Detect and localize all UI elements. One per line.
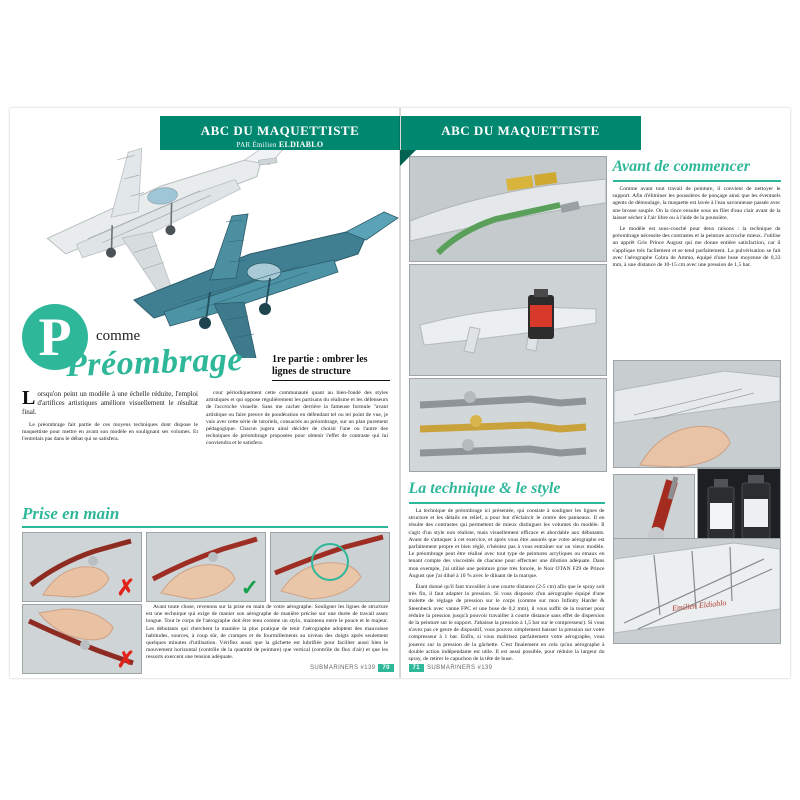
right-header-title: ABC DU MAQUETTISTE <box>441 123 600 138</box>
intro-column-right-text: cour périodiquement cette communauté quant au bien-fondé des styles artistiques et qui oppose régulièrement les partisans du réalisme et les défenseurs de l'accroche visuelle. Sans me cacher derrière la fameuse formule "avant artistique ou faire preuve de pondération en défendant tel ou tel point de vue, je vais aver cette série de tutoriels, consacrés au préombrage, sur un plan purement pédagogique. Chacun jugera ainsi décider de choisir l'une ou l'autre des techniques de préombrage proposées pour obtenir l'effet de contraste qui lui conviendra et le satisfera. <box>206 390 388 447</box>
intro-lead: orsqu'on peint un modèle à une échelle réduite, l'emploi d'artifices artistiques améliore visuellement le résultat final. <box>22 390 198 417</box>
mark-incorrect-1: ✗ <box>116 575 135 600</box>
byline-firstname: Émilien <box>252 141 277 149</box>
intro-paragraph-2: Le préombrage fait partie de ces moyens techniques dont dispose le maquettiste pour mettre en avant son modèle en soulignant ses volumes. Et l'entrelais pas dans le débat qui se satisfera. <box>22 421 198 443</box>
right-header-bar <box>401 116 641 150</box>
left-header-byline <box>160 140 400 149</box>
avant-body <box>613 186 781 273</box>
avant-paragraph-1: Comme avant tout travail de peinture, il convient de nettoyer le support. Afin d'éliminer les poussières de ponçage ainsi que les éventuels agents de démoulage, la maquette est lavée à l'eau savonneuse passée avec une brosse souple. On la rince ensuite sous un filet d'eau clair avant de la laisser sécher à l'air libre ou à l'aide de la poussière. <box>612 186 781 221</box>
article-title: Préombrage <box>65 340 244 385</box>
left-header-title: ABC DU MAQUETTISTE <box>200 123 360 138</box>
mark-correct: ✓ <box>240 575 259 600</box>
section-title-prise-en-main: Prise en main <box>22 504 120 523</box>
photo-grip-correct <box>146 532 266 602</box>
right-folio-text: SUBMARINERS #139 <box>426 665 493 671</box>
right-folio <box>409 664 493 672</box>
left-folio-number: 70 <box>378 664 393 672</box>
intro-dropcap: L <box>22 387 36 409</box>
intro-column-right <box>206 390 388 452</box>
mark-incorrect-2: ✗ <box>116 647 135 672</box>
highlight-circle-trigger <box>311 543 349 581</box>
section-rule <box>22 526 388 528</box>
photo-grip-correct-detail <box>270 532 390 602</box>
technique-paragraph-2: Étant donné qu'il faut travailler à une courte distance (2-5 cm) afin que le spray soit très fin, il faut adapter la pression. Si vous disposez d'un aérographe équipé d'une molette de réglage de pression sur le corps (comme sur mon Infinity Harder & Steenbeck avec vanne FPC et une buse de 0,2 mm), il vous suffit de la tourner pour réduire la pression jusqu'à pouvoir travailler à courte distance sans effet de dispersion de la peinture sur le support. J'abaisse la pression à 1,5 bar sur le compresseur). Si vous n'avez pas ce genre de dispositif, vous pouvez simplement baisser la pression sur votre compresseur à 1 bar. Enfin, si vous maîtrisez parfaitement votre aérographe, vous jouerez sur la pression de la gâchette. C'est finalement en cela qu'un aérographe à double action indépendante est utile. Il est aussi possible, pour réduire la largeur du spray, de retirer le capuchon de la tête de buse. <box>408 584 605 663</box>
byline-lastname: ELDIABLO <box>278 140 324 149</box>
intro-column-left <box>22 387 198 447</box>
comme-label: comme <box>96 328 141 344</box>
artist-signature: Emilien Eldiablo <box>671 598 727 613</box>
magazine-spread <box>10 108 790 678</box>
photo-hand-holding-model-wing <box>613 360 781 468</box>
technique-paragraph-1: La technique de préombrage ici présentée, qui consiste à souligner les lignes de structure et les détails en relief, a pour but d'éclaircir le centre des panneaux. Il en résulte des contrastes qui permettent de mieux distinguer les volumes du modèle. Il s'agit d'un style non réaliste, mais visuellement efficace et abordable aux débutants. Avant de s'attaquer à cet exercice, et après vous être assurés que votre aérographe est parfaitement propre et bien réglé, n'hésitez pas à vous entraîner sur un vieux modèle. Le préombrage peut être réalisé avec tout type de peintures acryliques ou emaux en tenant compte des viscosités de chacune pour effectuer une dilution adéquate. Dans mon exemple, j'ai utilisé une peinture grise très foncée, le Noir OTAN F29 de Prince August que j'ai dilué à 10 % avec le diluant de la marque. <box>408 508 605 579</box>
photo-grip-incorrect-1 <box>22 532 142 602</box>
left-page <box>10 108 401 678</box>
article-subtitle: 1re partie : ombrer les lignes de structure <box>272 354 368 377</box>
drop-cap-letter: P <box>22 304 88 370</box>
byline-par: PAR <box>236 141 251 149</box>
right-folio-number: 71 <box>409 664 424 672</box>
right-page <box>401 108 791 678</box>
section-title-technique-style: La technique & le style <box>408 480 561 497</box>
photo-primed-model-with-paint-bottle <box>409 264 607 376</box>
technique-body <box>409 508 605 667</box>
section-title-avant-de-commencer: Avant de commencer <box>612 158 750 175</box>
left-folio <box>310 664 394 672</box>
subtitle-rule <box>272 380 390 381</box>
photo-airbrushes-lineup <box>409 378 607 472</box>
prise-en-main-body <box>146 604 388 666</box>
header-corner-fold <box>400 150 416 166</box>
avant-rule <box>613 180 781 182</box>
avant-paragraph-2: Le modèle est sous-couché pour deux raisons : la technique de préombrage nécessite des contrastes et la peinture accroche mieux. J'utilise un apprêt Gris Prince August qui me donne entière satisfaction, car il s'applique très facilement et se tend parfaitement. La pulvérisation se fait avec l'aérographe Cobra de Ammo, équipé d'une buse moyenne de 0,33 mm, à une distance de 10-15 cm avec une pression de 1,5 bar. <box>612 226 781 269</box>
left-header-bar <box>160 116 400 150</box>
page-gutter <box>399 108 401 678</box>
prise-en-main-text: Avant toute chose, revenons sur la prise en main de votre aérographe. Souligner les lignes de structure est une technique qui exige de manier son aérographe de manière précise sur une durée de travail assez longue. Tout le corps de l'aérographe doit être tenu comme un stylo, maintenu entre le pouce et le majeur. Les débutants qui cherchent la manière la plus pratique de tenir l'aérographe adoptent des mauvaises habitudes, sources, à coup sûr, de crampes et de fourmillements au niveau des doigts après seulement quelques minutes d'utilisation. Vérifiez aussi que la gâchette est lubrifiée pour faciliter aussi bien le mouvement horizontal (contrôle de la quantité de peinture) que vertical (contrôle du flux d'air) et que les ressorts exercent une tension adéquate. <box>146 604 388 661</box>
left-folio-text: SUBMARINERS #139 <box>310 665 376 671</box>
photo-masking-tape-fuselage <box>409 156 607 262</box>
photo-grip-incorrect-2 <box>22 604 142 674</box>
technique-rule <box>409 502 605 504</box>
photo-preshaded-wing-result <box>613 538 781 644</box>
